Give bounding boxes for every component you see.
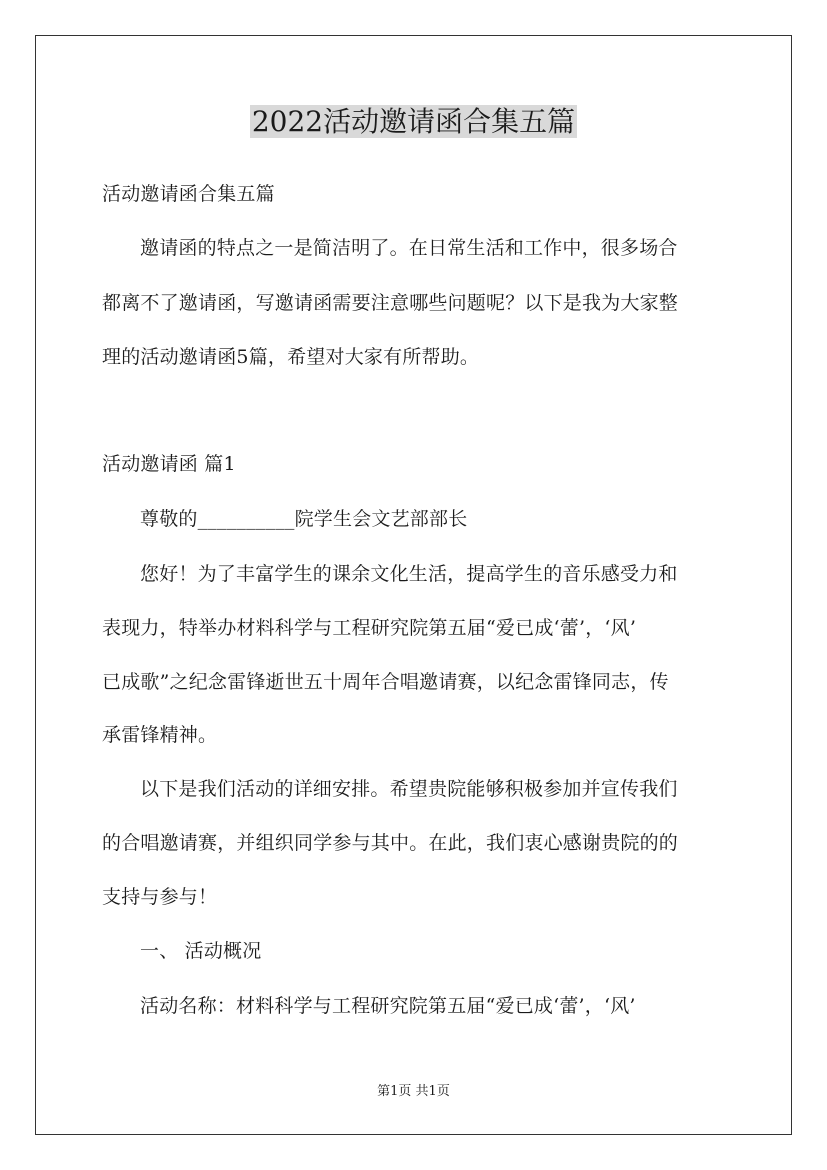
document-title-text: 2022活动邀请函合集五篇 (251, 105, 576, 138)
paragraph-line: 表现力，特举办材料科学与工程研究院第五届“爱已成‘蕾’，‘风’ (102, 617, 637, 639)
paragraph-line: 承雷锋精神。 (102, 724, 218, 746)
section-heading: 活动邀请函 篇1 (102, 453, 236, 475)
paragraph-line: 以下是我们活动的详细安排。希望贵院能够积极参加并宣传我们 (140, 778, 678, 800)
document-title (0, 100, 827, 144)
paragraph-line: 您好！为了丰富学生的课余文化生活，提高学生的音乐感受力和 (140, 563, 678, 585)
paragraph-line: 的合唱邀请赛，并组织同学参与其中。在此，我们衷心感谢贵院的的 (102, 832, 679, 854)
paragraph-line: 理的活动邀请函5篇，希望对大家有所帮助。 (102, 346, 480, 368)
paragraph-line: 支持与参与！ (102, 886, 218, 908)
page-footer: 第1页 共1页 (377, 1084, 450, 1099)
paragraph-line: 已成歌”之纪念雷锋逝世五十周年合唱邀请赛，以纪念雷锋同志，传 (102, 671, 669, 693)
list-heading: 一、 活动概况 (140, 940, 262, 962)
salutation-line: 尊敬的__________院学生会文艺部部长 (140, 508, 468, 530)
paragraph-line: 都离不了邀请函，写邀请函需要注意哪些问题呢？以下是我为大家整 (102, 292, 679, 314)
paragraph-line: 活动名称：材料科学与工程研究院第五届“爱已成‘蕾’，‘风’ (140, 995, 636, 1017)
subtitle-line: 活动邀请函合集五篇 (102, 183, 275, 205)
paragraph-line: 邀请函的特点之一是简洁明了。在日常生活和工作中，很多场合 (140, 237, 678, 259)
